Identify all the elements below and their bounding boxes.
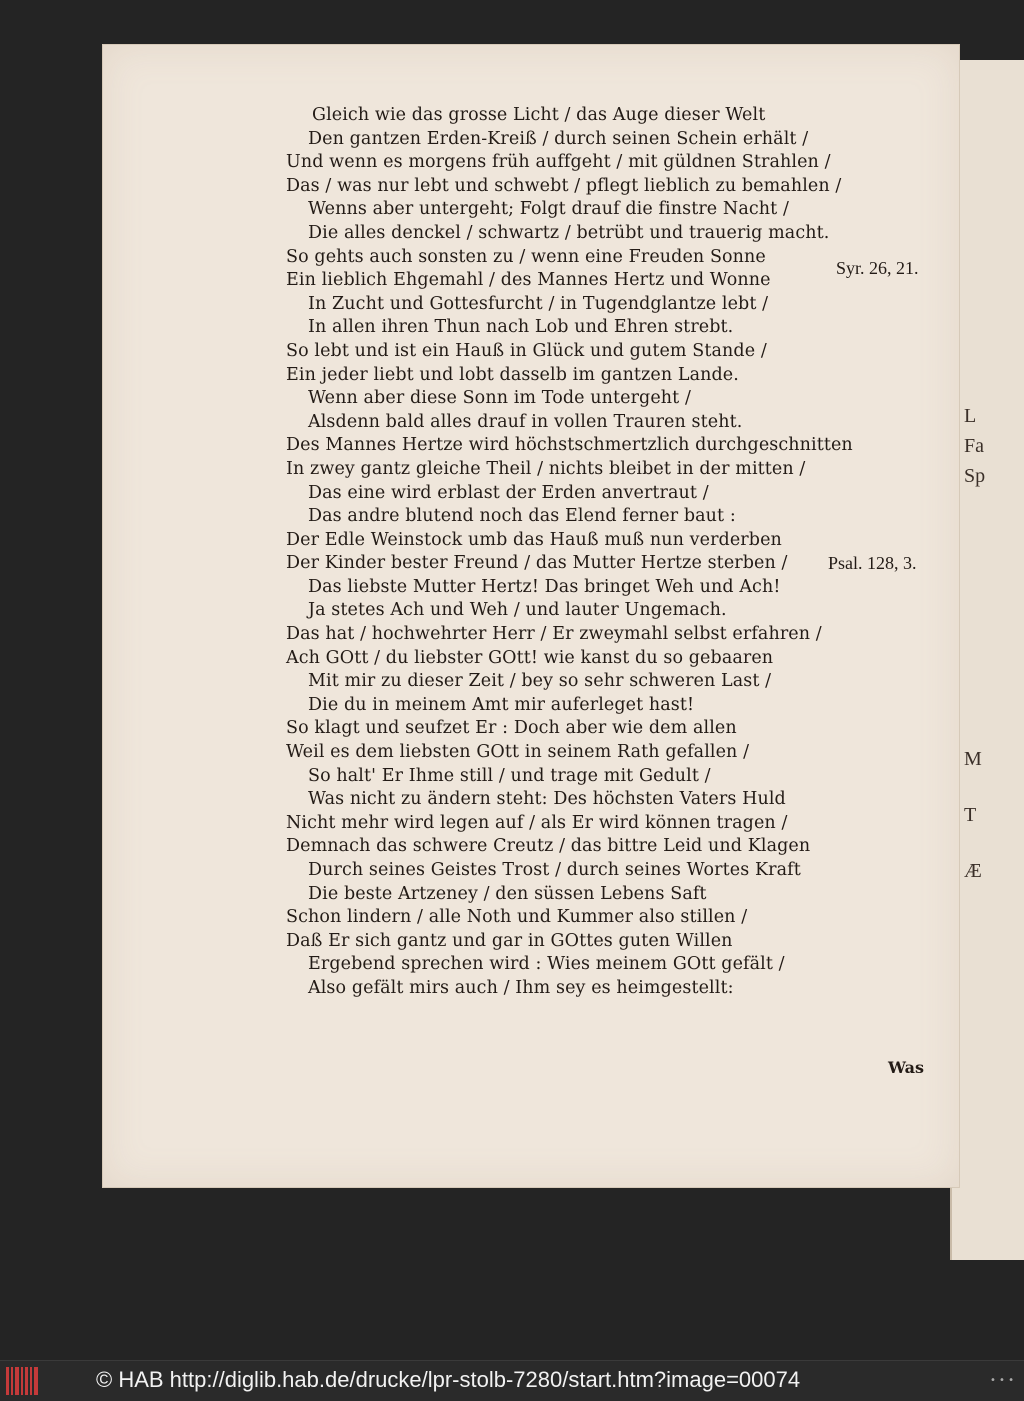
poem-line: Wenns aber untergeht; Folgt drauf die finstre Nacht / bbox=[308, 199, 789, 220]
poem-line: So klagt und seufzet Er : Doch aber wie dem allen bbox=[286, 718, 737, 739]
margin-note: Psal. 128, 3. bbox=[828, 553, 917, 573]
poem-line: Die alles denckel / schwartz / betrübt und trauerig macht. bbox=[308, 222, 830, 243]
facing-page-fragment: Sp bbox=[964, 465, 986, 487]
facing-page-fragment: L bbox=[964, 405, 977, 427]
poem-line: In Zucht und Gottesfurcht / in Tugendglantze lebt / bbox=[308, 293, 769, 314]
poem-line: So gehts auch sonsten zu / wenn eine Freuden Sonne bbox=[286, 246, 766, 267]
poem-line: Durch seines Geistes Trost / durch seines Wortes Kraft bbox=[308, 860, 801, 880]
poem-line: Des Mannes Hertze wird höchstschmertzlich durchgeschnitten bbox=[286, 435, 853, 456]
poem-line: Mit mir zu dieser Zeit / bey so sehr schweren Last / bbox=[308, 671, 772, 692]
poem-line: So lebt und ist ein Hauß in Glück und gutem Stande / bbox=[286, 340, 767, 361]
poem-line: Daß Er sich gantz und gar in GOttes guten Willen bbox=[286, 930, 733, 951]
poem-line: Der Edle Weinstock umb das Hauß muß nun verderben bbox=[286, 529, 782, 550]
poem-line: Weil es dem liebsten GOtt in seinem Rath gefallen / bbox=[286, 742, 750, 763]
poem-line: Das liebste Mutter Hertz! Das bringet Weh und Ach! bbox=[308, 576, 781, 597]
poem-line: Den gantzen Erden-Kreiß / durch seinen Schein erhält / bbox=[308, 128, 809, 149]
poem-line: Ein lieblich Ehgemahl / des Mannes Hertz und Wonne bbox=[286, 270, 771, 291]
facing-page-fragment: Æ bbox=[964, 860, 982, 882]
poem-line: So halt' Er Ihme still / und trage mit Gedult / bbox=[308, 765, 711, 786]
hab-logo-icon bbox=[6, 1367, 38, 1395]
poem-line: Ja stetes Ach und Weh / und lauter Ungemach. bbox=[308, 600, 727, 621]
poem-line: Das / was nur lebt und schwebt / pflegt lieblich zu bemahlen / bbox=[286, 175, 842, 196]
poem-line: Und wenn es morgens früh auffgeht / mit güldnen Strahlen / bbox=[286, 152, 831, 173]
poem-line: In zwey gantz gleiche Theil / nichts bleibet in der mitten / bbox=[286, 458, 806, 479]
poem-line: Das eine wird erblast der Erden anvertraut / bbox=[308, 482, 709, 503]
poem-line: In allen ihren Thun nach Lob und Ehren strebt. bbox=[308, 317, 734, 338]
poem-line: Der Kinder bester Freund / das Mutter Hertze sterben / bbox=[286, 553, 788, 574]
poem-line: Demnach das schwere Creutz / das bittre Leid und Klagen bbox=[286, 836, 811, 857]
margin-note: Syr. 26, 21. bbox=[836, 258, 919, 278]
poem-line: Was nicht zu ändern steht: Des höchsten Vaters Huld bbox=[308, 789, 786, 810]
catchword: Was bbox=[888, 1058, 924, 1077]
facing-page-fragment: T bbox=[964, 804, 977, 826]
copyright-url[interactable]: © HAB http://diglib.hab.de/drucke/lpr-stolb-7280/start.htm?image=00074 bbox=[96, 1367, 801, 1392]
poem-line: Ach GOtt / du liebster GOtt! wie kanst du so gebaaren bbox=[286, 647, 774, 668]
poem-line: Nicht mehr wird legen auf / als Er wird können tragen / bbox=[286, 812, 788, 833]
poem-text bbox=[286, 104, 853, 1001]
footer-bar bbox=[0, 1360, 1024, 1401]
poem-line: Ergebend sprechen wird : Wies meinem GOtt gefält / bbox=[308, 954, 785, 975]
facing-page-fragment: M bbox=[964, 748, 982, 770]
poem-line: Wenn aber diese Sonn im Tode untergeht / bbox=[308, 388, 691, 409]
poem-line: Alsdenn bald alles drauf in vollen Trauren steht. bbox=[308, 411, 743, 432]
footer-marks: • • • bbox=[989, 1375, 1014, 1386]
facing-page-edge bbox=[950, 60, 1024, 1260]
poem-line: Gleich wie das grosse Licht / das Auge dieser Welt bbox=[312, 105, 766, 125]
poem-line: Ein jeder liebt und lobt dasselb im gantzen Lande. bbox=[286, 364, 739, 385]
poem-line: Die beste Artzeney / den süssen Lebens Saft bbox=[308, 883, 707, 904]
poem-line: Das andre blutend noch das Elend ferner baut : bbox=[308, 506, 736, 527]
poem-line: Also gefält mirs auch / Ihm sey es heimgestellt: bbox=[308, 977, 734, 998]
poem-line: Das hat / hochwehrter Herr / Er zweymahl selbst erfahren / bbox=[286, 624, 822, 645]
poem-line: Schon lindern / alle Noth und Kummer also stillen / bbox=[286, 907, 748, 928]
facing-page-fragment: Fa bbox=[964, 435, 984, 457]
poem-line: Die du in meinem Amt mir auferleget hast! bbox=[308, 694, 695, 715]
